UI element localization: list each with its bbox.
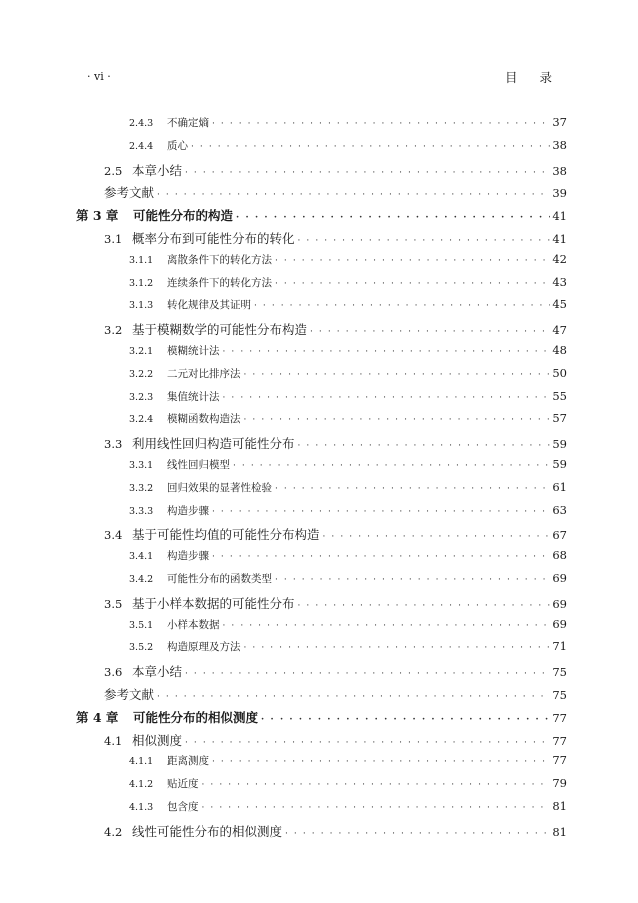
toc-entry-title: 包含度 (167, 801, 199, 813)
toc-entry-page-number: 68 (552, 548, 567, 563)
dot-leader (185, 669, 550, 679)
toc-entry-title: 可能性分布的函数类型 (167, 573, 272, 585)
toc-entry-page-number: 69 (552, 596, 567, 611)
toc-entry-page-number: 61 (552, 479, 567, 494)
dot-leader (298, 236, 551, 246)
toc-entry-ref[interactable] (104, 685, 567, 705)
toc-entry-title: 基于小样本数据的可能性分布 (132, 595, 295, 611)
toc-entry-number: 3.5 (104, 596, 123, 611)
dot-leader (298, 441, 551, 451)
toc-entry-page-number: 81 (552, 799, 567, 813)
toc-entry-title: 贴近度 (167, 778, 199, 791)
toc-entry-page-number: 48 (552, 343, 567, 357)
toc-entry-sub[interactable] (129, 275, 567, 295)
dot-leader (185, 168, 550, 178)
dot-leader (298, 601, 551, 611)
toc-entry-title: 回归效果的显著性检验 (167, 481, 272, 494)
toc-entry-number: 3.3.3 (129, 505, 154, 517)
running-header-title (505, 68, 552, 86)
toc-entry-section[interactable] (104, 822, 567, 842)
toc-entry-number: 3.2.3 (129, 391, 154, 403)
dot-leader (275, 575, 550, 585)
toc-entry-section[interactable] (104, 434, 567, 454)
toc-entry-sub[interactable] (129, 503, 567, 523)
toc-entry-number: 3.3 (104, 437, 123, 452)
toc-entry-title: 可能性分布的相似测度 (133, 709, 259, 725)
toc-entry-title: 相似测度 (132, 732, 183, 748)
toc-entry-ref[interactable] (104, 183, 567, 203)
toc-entry-page-number: 59 (552, 457, 567, 471)
toc-entry-number: 第 3 章 (76, 208, 119, 224)
toc-entry-number: 2.4.4 (129, 140, 154, 152)
toc-entry-number: 3.6 (104, 665, 123, 680)
toc-entry-chapter[interactable] (76, 206, 567, 226)
dot-leader (202, 780, 551, 790)
dot-leader (244, 370, 551, 380)
toc-entry-page-number: 59 (552, 437, 567, 452)
toc-entry-title: 基于可能性均值的可能性分布构造 (132, 527, 320, 543)
toc-entry-title: 构造原理及方法 (167, 641, 241, 654)
toc-entry-title: 离散条件下的转化方法 (167, 253, 272, 266)
toc-entry-title: 线性回归模型 (167, 459, 230, 471)
dot-leader (236, 213, 550, 223)
toc-entry-chapter[interactable] (76, 708, 567, 728)
toc-entry-number: 4.1.3 (129, 802, 154, 813)
dot-leader (212, 757, 550, 767)
toc-entry-title: 参考文献 (104, 185, 155, 201)
toc-entry-sub[interactable] (129, 252, 567, 272)
toc-entry-number: 4.1.1 (129, 756, 154, 768)
toc-entry-page-number: 43 (552, 274, 567, 289)
toc-entry-sub[interactable] (129, 411, 567, 431)
toc-entry-title: 小样本数据 (167, 618, 220, 631)
dot-leader (244, 643, 551, 653)
dot-leader (310, 327, 550, 337)
toc-entry-sub[interactable] (129, 753, 567, 773)
toc-entry-page-number: 71 (552, 639, 567, 654)
dot-leader (157, 692, 550, 702)
toc-entry-title: 模糊统计法 (167, 345, 220, 357)
toc-entry-number: 3.1.1 (129, 254, 154, 266)
toc-entry-page-number: 50 (552, 365, 567, 380)
toc-entry-section[interactable] (104, 731, 567, 751)
dot-leader (202, 803, 551, 813)
toc-entry-page-number: 63 (552, 502, 567, 517)
toc-entry-page-number: 77 (552, 710, 567, 725)
toc-entry-number: 2.5 (104, 163, 123, 178)
toc-entry-title: 可能性分布的构造 (133, 208, 234, 224)
toc-entry-sub[interactable] (129, 617, 567, 637)
toc-entry-page-number: 79 (552, 776, 567, 791)
dot-leader (212, 552, 550, 562)
toc-entry-title: 转化规律及其证明 (167, 299, 251, 312)
toc-entry-number: 第 4 章 (76, 709, 119, 725)
toc-entry-page-number: 69 (552, 616, 567, 631)
toc-entry-title: 构造步骤 (167, 504, 209, 517)
toc-entry-title: 参考文献 (104, 687, 155, 702)
toc-entry-number: 3.4.1 (129, 551, 154, 563)
toc-entry-number: 3.1.2 (129, 277, 154, 289)
toc-entry-sub[interactable] (129, 297, 567, 317)
toc-entry-title: 本章小结 (132, 664, 183, 680)
toc-entry-page-number: 77 (552, 733, 567, 748)
toc-entry-sub[interactable] (129, 639, 567, 659)
toc-entry-number: 3.5.2 (129, 642, 154, 654)
toc-entry-page-number: 41 (552, 232, 567, 246)
dot-leader (244, 415, 551, 425)
toc-entry-page-number: 57 (552, 411, 567, 426)
toc-entry-section[interactable] (104, 662, 567, 682)
toc-entry-sub[interactable] (129, 457, 567, 477)
dot-leader (275, 279, 550, 289)
toc-entry-number: 4.2 (104, 824, 123, 839)
toc-entry-page-number: 42 (552, 251, 567, 266)
toc-entry-page-number: 45 (552, 297, 567, 312)
toc-entry-page-number: 38 (552, 137, 567, 152)
toc-entry-page-number: 69 (552, 571, 567, 585)
toc-entry-sub[interactable] (129, 548, 567, 568)
toc-entry-title: 二元对比排序法 (167, 367, 241, 380)
toc-entry-sub[interactable] (129, 571, 567, 591)
running-header-char-1: 目 (505, 70, 518, 85)
dot-leader (233, 461, 550, 471)
toc-entry-section[interactable] (104, 320, 567, 340)
toc-entry-number: 3.1.3 (129, 300, 154, 312)
toc-entry-page-number: 81 (552, 824, 567, 839)
toc-entry-page-number: 77 (552, 753, 567, 768)
toc-entry-page-number: 75 (552, 665, 567, 680)
dot-leader (185, 738, 550, 748)
dot-leader (157, 190, 550, 200)
toc-entry-number: 3.2 (104, 323, 123, 338)
toc-entry-sub[interactable] (129, 389, 567, 409)
toc-entry-sub[interactable] (129, 776, 567, 796)
toc-entry-section[interactable] (104, 229, 567, 249)
toc-entry-sub[interactable] (129, 799, 567, 819)
toc-entry-section[interactable] (104, 525, 567, 545)
toc-entry-page-number: 37 (552, 115, 567, 129)
dot-leader (261, 715, 550, 725)
toc-entry-sub[interactable] (129, 138, 567, 158)
page-number-label: · vi · (87, 70, 111, 83)
toc-entry-sub[interactable] (129, 115, 567, 135)
toc-entry-title: 集值统计法 (167, 390, 220, 403)
toc-entry-page-number: 75 (552, 688, 567, 702)
toc-entry-number: 3.4 (104, 528, 123, 543)
toc-entry-section[interactable] (104, 594, 567, 614)
toc-entry-page-number: 41 (552, 209, 567, 224)
toc-entry-title: 不确定熵 (167, 117, 209, 129)
toc-entry-number: 3.3.2 (129, 482, 154, 494)
dot-leader (223, 393, 551, 403)
toc-entry-title: 构造步骤 (167, 550, 209, 563)
toc-entry-number: 3.2.4 (129, 414, 154, 426)
toc-entry-title: 概率分布到可能性分布的转化 (132, 231, 295, 246)
dot-leader (191, 142, 550, 152)
toc-entry-title: 质心 (167, 139, 188, 152)
toc-entry-title: 本章小结 (132, 162, 183, 178)
toc-entry-page-number: 67 (552, 528, 567, 543)
toc-entry-title: 线性可能性分布的相似测度 (132, 823, 283, 839)
toc-entry-title: 连续条件下的转化方法 (167, 276, 272, 289)
dot-leader (275, 256, 550, 266)
toc-entry-number: 2.4.3 (129, 118, 154, 129)
toc-entry-number: 3.3.1 (129, 460, 154, 471)
toc-entry-number: 3.5.1 (129, 619, 154, 631)
dot-leader (212, 507, 550, 517)
dot-leader (223, 621, 551, 631)
dot-leader (285, 829, 550, 839)
toc-entry-number: 4.1 (104, 733, 123, 748)
running-header-char-2: 录 (539, 70, 553, 85)
toc-entry-number: 3.2.2 (129, 368, 154, 380)
dot-leader (212, 119, 550, 129)
toc-entry-number: 4.1.2 (129, 779, 154, 791)
toc-entry-page-number: 47 (552, 323, 567, 338)
dot-leader (323, 532, 551, 542)
toc-entry-page-number: 39 (552, 186, 567, 201)
toc-entry-section[interactable] (104, 161, 567, 181)
toc-entry-title: 模糊函数构造法 (167, 413, 241, 426)
toc-entry-sub[interactable] (129, 366, 567, 386)
toc-entry-sub[interactable] (129, 480, 567, 500)
toc-entry-number: 3.2.1 (129, 346, 154, 357)
toc-entry-number: 3.4.2 (129, 574, 154, 585)
dot-leader (275, 484, 550, 494)
dot-leader (254, 301, 550, 311)
toc-entry-title: 利用线性回归构造可能性分布 (132, 436, 295, 452)
toc-entry-number: 3.1 (104, 232, 123, 246)
toc-entry-title: 距离测度 (167, 755, 209, 768)
toc-entry-sub[interactable] (129, 343, 567, 363)
toc-entry-title: 基于模糊数学的可能性分布构造 (132, 322, 308, 338)
toc-entry-page-number: 38 (552, 163, 567, 178)
toc-entry-page-number: 55 (552, 388, 567, 403)
dot-leader (223, 347, 551, 357)
